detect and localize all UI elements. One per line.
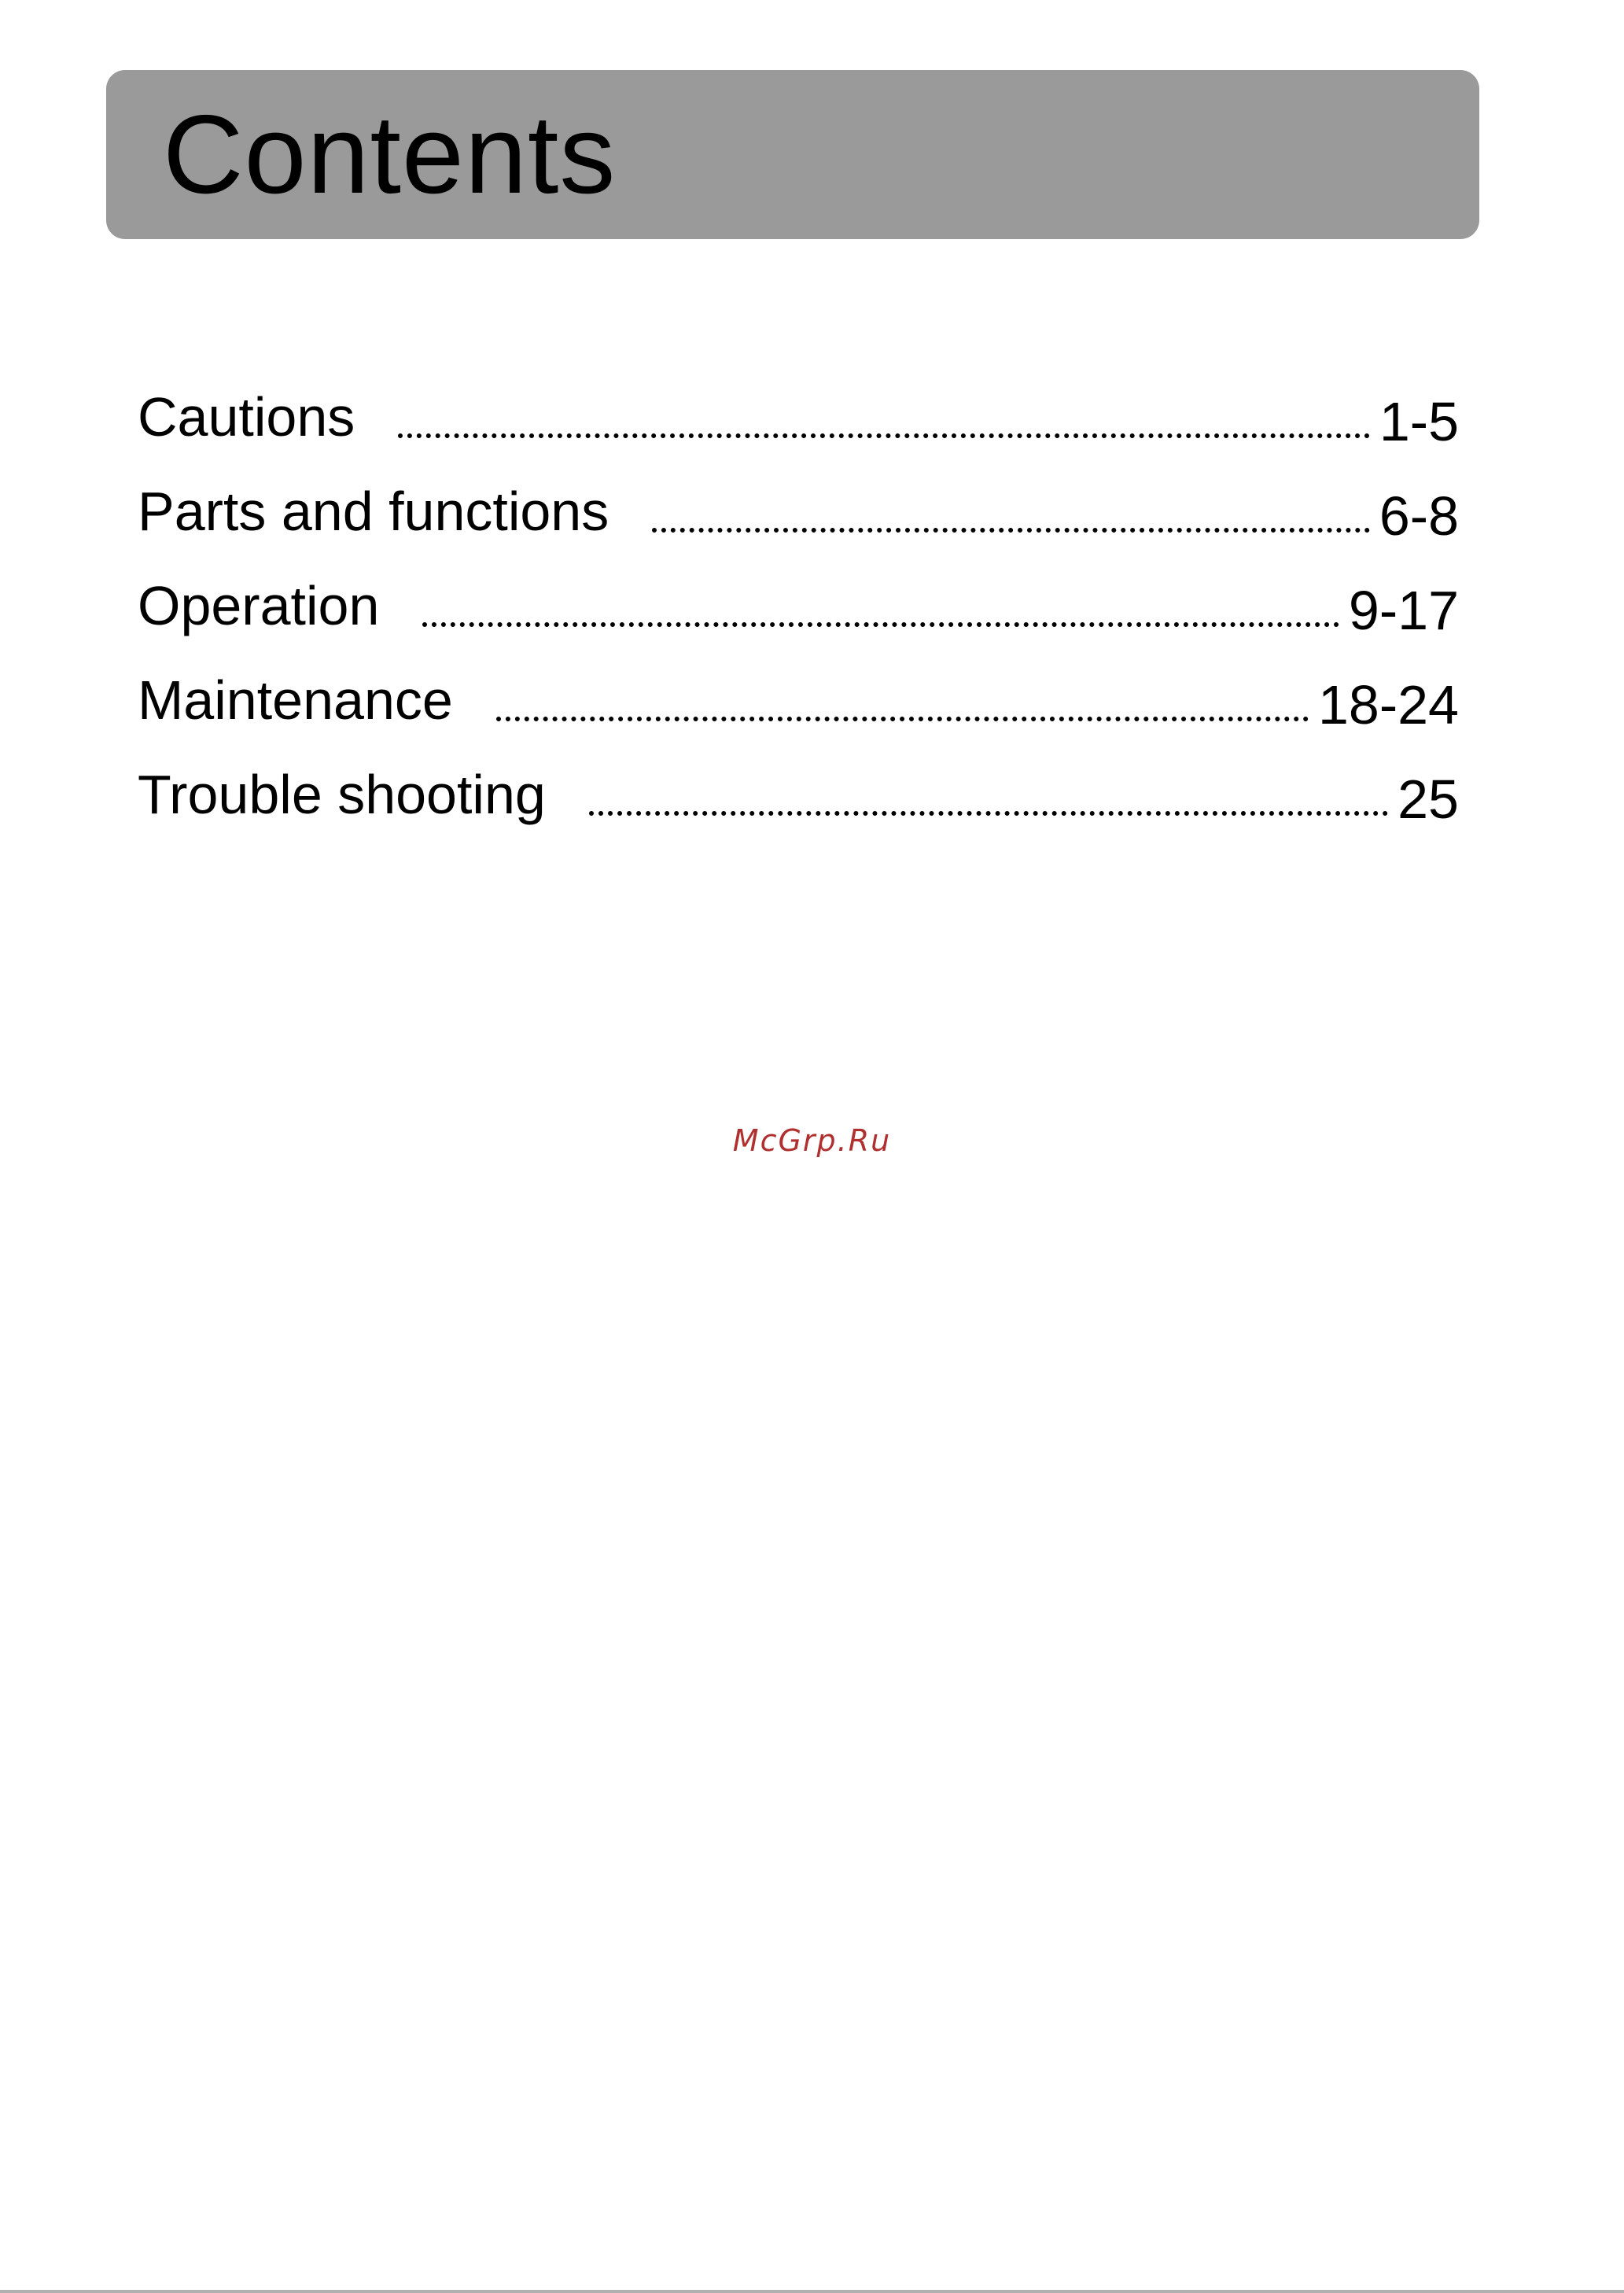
toc-entry-operation[interactable]	[138, 566, 1459, 653]
toc-entry-pages: 1-5	[1379, 391, 1459, 452]
toc-entry-parts-and-functions[interactable]	[138, 472, 1459, 559]
toc-entry-label: Parts and functions	[138, 481, 609, 542]
toc-entry-pages: 25	[1398, 769, 1459, 830]
toc-entry-label: Operation	[138, 575, 380, 636]
toc-entry-pages: 6-8	[1379, 485, 1459, 547]
bottom-divider	[0, 2290, 1624, 2293]
toc-entry-label: Cautions	[138, 386, 355, 448]
page-title: Contents	[163, 92, 617, 217]
toc-entry-label: Maintenance	[138, 669, 453, 731]
toc-leader-dots	[496, 717, 1309, 721]
toc-entry-cautions[interactable]	[138, 378, 1459, 464]
toc-entry-maintenance[interactable]	[138, 661, 1459, 747]
toc-entry-label: Trouble shooting	[138, 764, 546, 825]
toc-leader-dots	[398, 433, 1370, 438]
title-banner	[106, 70, 1479, 239]
toc-entry-pages: 18-24	[1317, 674, 1459, 735]
toc-leader-dots	[652, 528, 1370, 533]
toc-entry-trouble-shooting[interactable]	[138, 755, 1459, 842]
toc-leader-dots	[589, 811, 1388, 816]
watermark: McGrp.Ru	[732, 1123, 892, 1158]
toc-entry-pages: 9-17	[1348, 580, 1459, 641]
toc-leader-dots	[422, 622, 1339, 627]
